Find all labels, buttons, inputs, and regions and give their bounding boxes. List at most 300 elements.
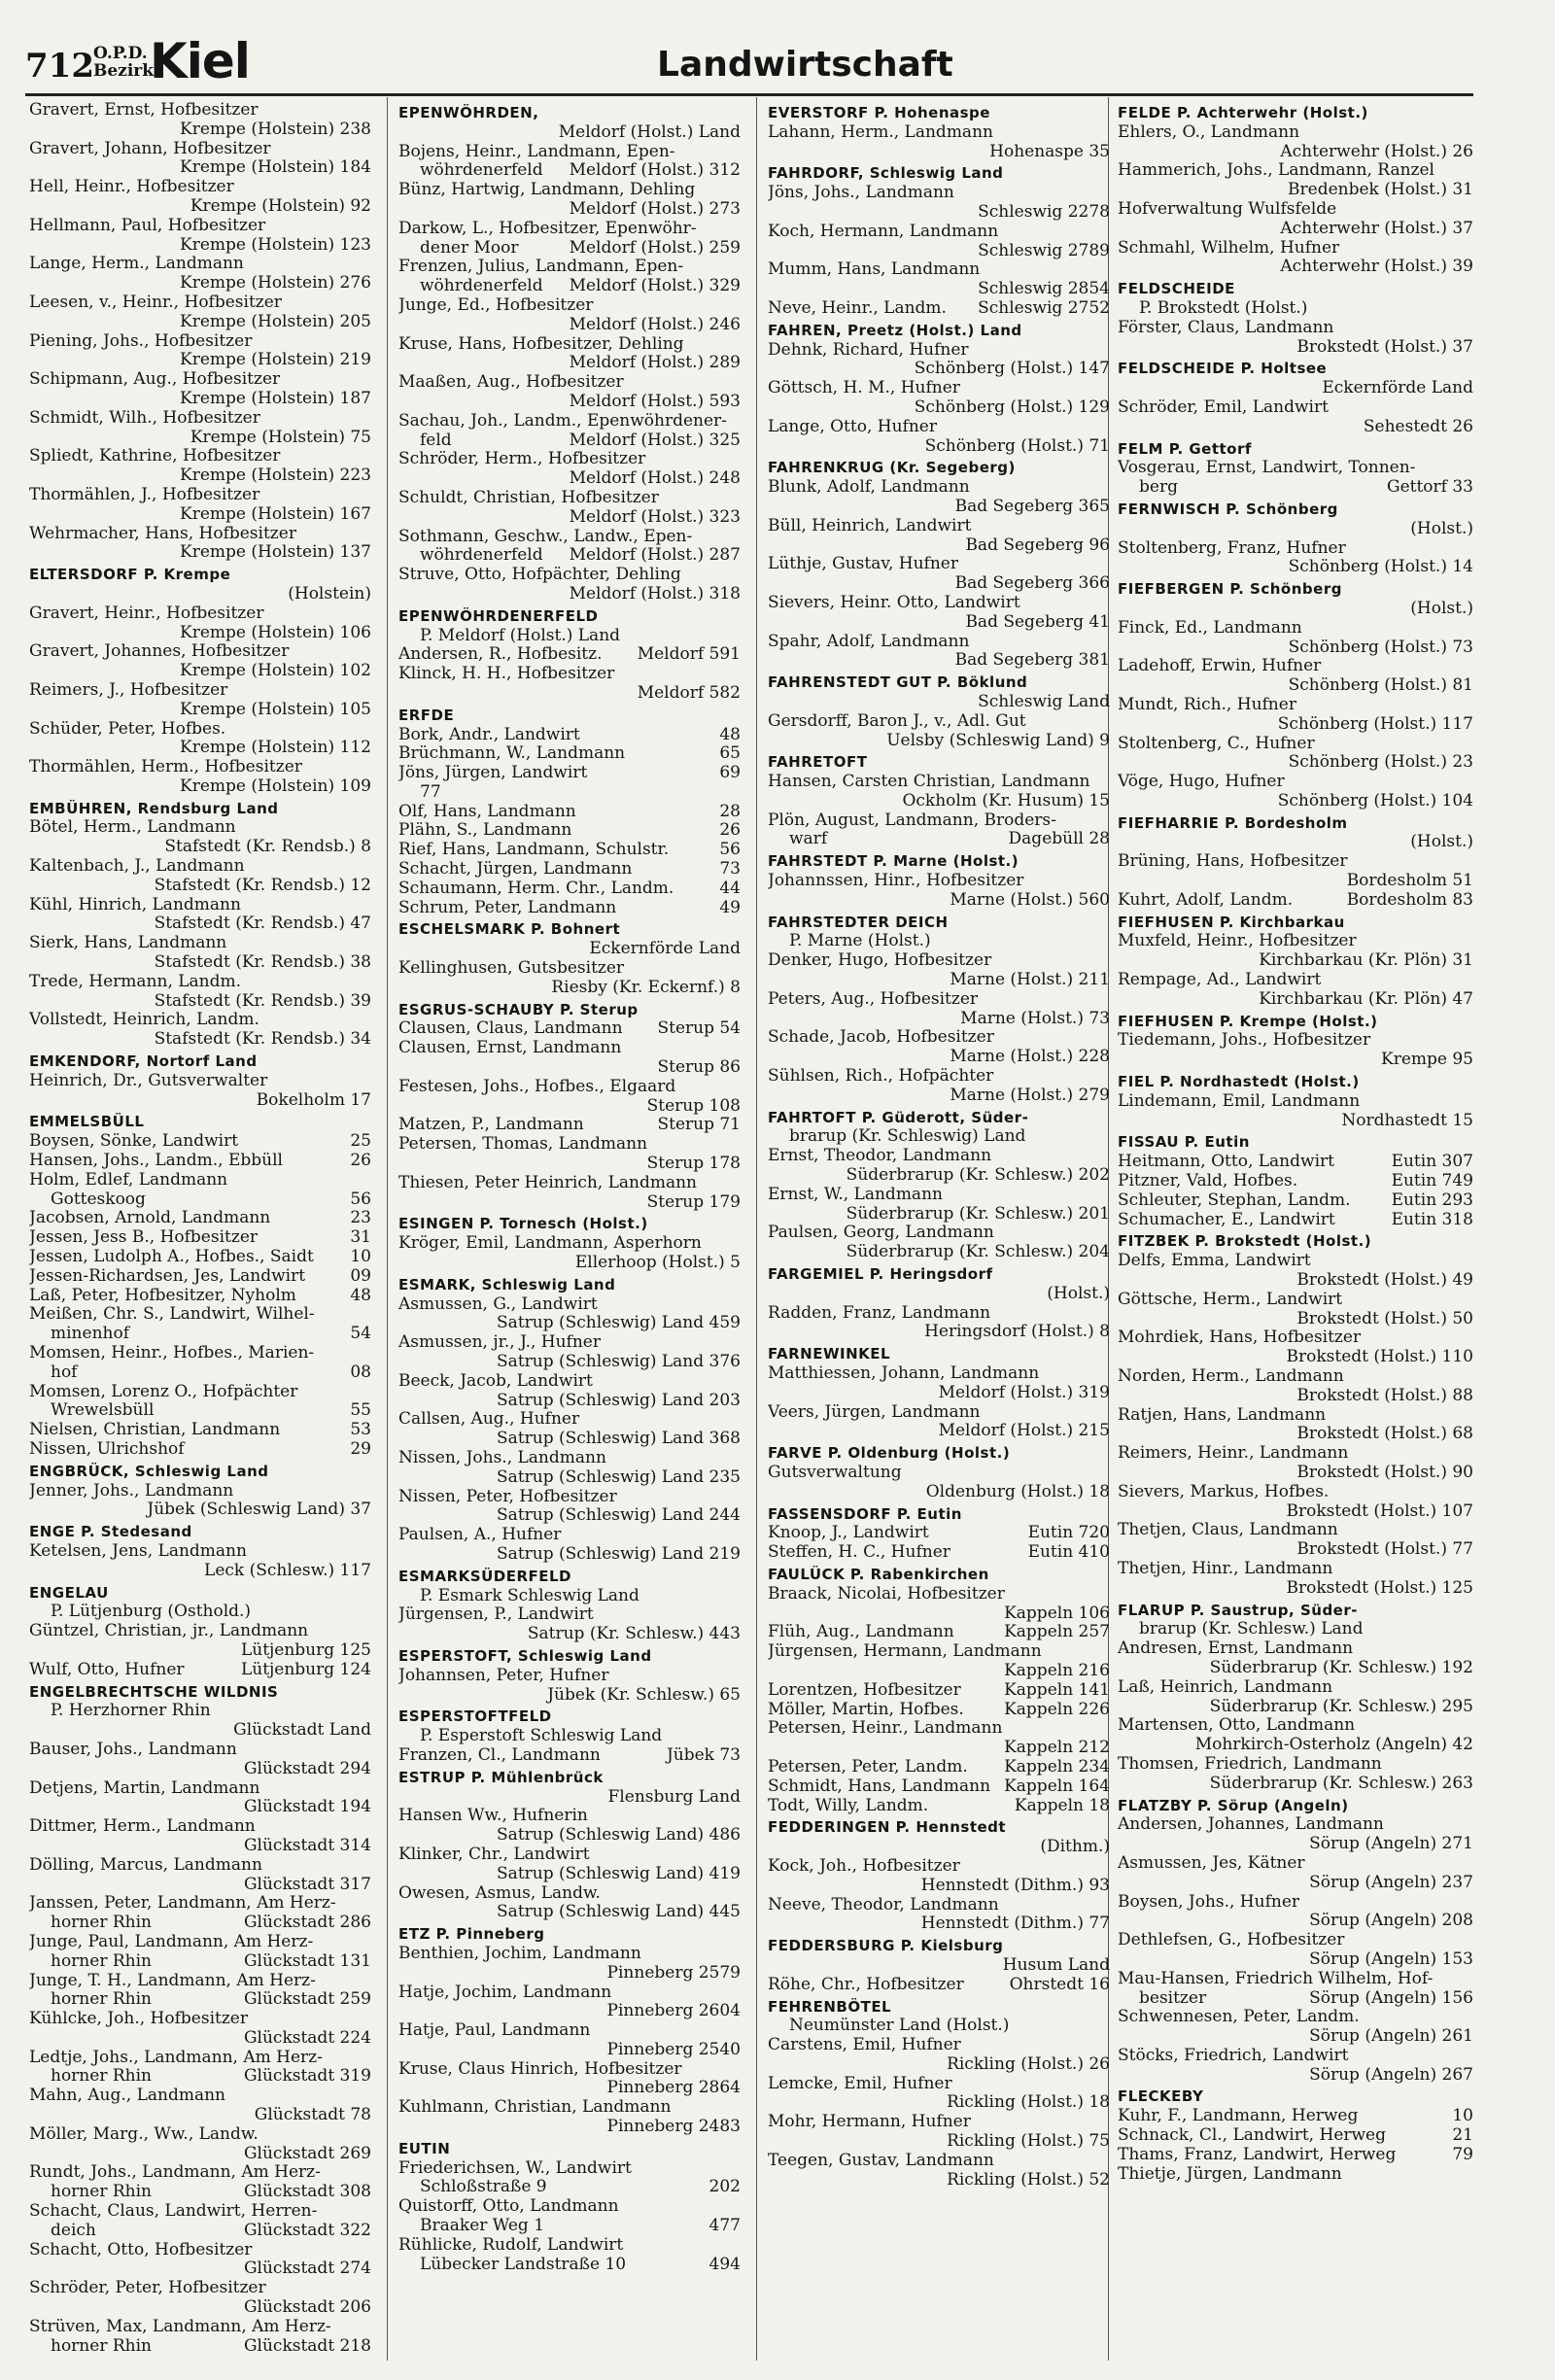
entry-line: Schönberg (Holst.) 81 bbox=[1288, 676, 1473, 696]
entry-line: Thomsen, Friedrich, Landmann bbox=[1118, 1754, 1382, 1774]
place-heading: ERFDE bbox=[398, 706, 455, 724]
entry-line: Wehrmacher, Hans, Hofbesitzer bbox=[29, 524, 296, 543]
entry-text: Lorentzen, Hofbesitzer bbox=[768, 1680, 961, 1700]
entry-text: wöhrdenerfeld bbox=[420, 161, 543, 181]
entry-line: Uelsby (Schleswig Land) 9 bbox=[886, 731, 1110, 750]
entry-line: Meldorf (Holst.) 593 bbox=[569, 392, 741, 411]
entry-line: Asmussen, G., Landwirt bbox=[398, 1294, 598, 1314]
entry-number: Glückstadt 308 bbox=[243, 2183, 371, 2202]
entry-line: Süderbrarup (Kr. Schlesw.) 192 bbox=[1209, 1658, 1473, 1677]
entry-line bbox=[1118, 2146, 1477, 2165]
entry-line: Bad Segeberg 381 bbox=[954, 651, 1110, 671]
entry-text: Jessen, Jess B., Hofbesitzer bbox=[29, 1228, 259, 1248]
entry-line bbox=[29, 1440, 375, 1460]
entry-number: Kappeln 18 bbox=[1014, 1796, 1110, 1815]
entry-text: Flüh, Aug., Landmann bbox=[768, 1623, 954, 1642]
entry-text: Braaker Weg 1 bbox=[420, 2217, 545, 2236]
entry-line: Mumm, Hans, Landmann bbox=[768, 260, 981, 280]
entry-line: Vöge, Hugo, Hufner bbox=[1118, 773, 1285, 792]
entry-number: 49 bbox=[719, 898, 741, 917]
entry-line: Delfs, Emma, Landwirt bbox=[1118, 1252, 1311, 1271]
entry-line: Piening, Johs., Hofbesitzer bbox=[29, 331, 253, 351]
place-heading: FIEL P. Nordhastedt (Holst.) bbox=[1118, 1073, 1360, 1091]
entry-line: Brüning, Hans, Hofbesitzer bbox=[1118, 852, 1348, 872]
entry-line: Stafstedt (Kr. Rendsb.) 12 bbox=[154, 876, 371, 895]
entry-line: Ernst, Theodor, Landmann bbox=[768, 1147, 992, 1166]
entry-line: Bojens, Heinr., Landmann, Epen- bbox=[398, 142, 675, 161]
entry-line: Schüder, Peter, Hofbes. bbox=[29, 719, 226, 739]
entry-line: Kühlcke, Joh., Hofbesitzer bbox=[29, 2010, 248, 2029]
entry-line bbox=[1118, 2126, 1477, 2146]
entry-line: Maaßen, Aug., Hofbesitzer bbox=[398, 373, 624, 393]
entry-line: Sörup (Angeln) 237 bbox=[1309, 1873, 1473, 1892]
entry-line: Brokstedt (Holst.) 68 bbox=[1296, 1425, 1473, 1444]
entry-line: Darkow, L., Hofbesitzer, Epenwöhr- bbox=[398, 219, 697, 238]
entry-line bbox=[29, 1401, 375, 1421]
entry-line: Schönberg (Holst.) 104 bbox=[1277, 791, 1473, 811]
entry-line: Schacht, Claus, Landwirt, Herren- bbox=[29, 2202, 318, 2222]
place-heading: FELM P. Gettorf bbox=[1118, 439, 1252, 458]
entry-line bbox=[1118, 1172, 1477, 1191]
entry-line: Gravert, Heinr., Hofbesitzer bbox=[29, 604, 264, 623]
entry-line: Krempe (Holstein) 112 bbox=[180, 739, 371, 758]
entry-line: Ockholm (Kr. Husum) 15 bbox=[902, 791, 1110, 811]
place-heading: FIEFHUSEN P. Kirchbarkau bbox=[1118, 913, 1345, 931]
entry-text: Jöns, Jürgen, Landwirt bbox=[398, 764, 588, 783]
entry-line: (Dithm.) bbox=[1040, 1838, 1110, 1857]
entry-line: Kirchbarkau (Kr. Plön) 47 bbox=[1259, 989, 1473, 1009]
entry-line: Glückstadt 78 bbox=[254, 2106, 371, 2125]
entry-number: 56 bbox=[719, 841, 741, 860]
entry-text: horner Rhin bbox=[51, 1990, 152, 2010]
entry-line: Sterup 178 bbox=[646, 1155, 741, 1174]
entry-line: Kock, Joh., Hofbesitzer bbox=[768, 1856, 960, 1876]
entry-line: Kirchbarkau (Kr. Plön) 31 bbox=[1259, 951, 1473, 971]
entry-line: Sachau, Joh., Landm., Epenwöhrdener- bbox=[398, 411, 727, 431]
entry-line: Glückstadt 274 bbox=[243, 2259, 371, 2279]
place-heading: FELDSCHEIDE P. Holtsee bbox=[1118, 360, 1328, 378]
entry-line bbox=[29, 2067, 375, 2087]
entry-line: Vosgerau, Ernst, Landwirt, Tonnen- bbox=[1118, 459, 1416, 478]
entry-line: Marne (Holst.) 211 bbox=[950, 971, 1110, 990]
entry-line bbox=[398, 803, 744, 822]
entry-text: Wulf, Otto, Hufner bbox=[29, 1660, 185, 1679]
entry-line: (Holstein) bbox=[288, 584, 371, 604]
entry-line: Rickling (Holst.) 18 bbox=[947, 2093, 1110, 2113]
entry-line bbox=[1118, 1153, 1477, 1172]
entry-text: horner Rhin bbox=[51, 2183, 152, 2202]
entry-line: Lahann, Herm., Landmann bbox=[768, 122, 993, 142]
entry-line: Momsen, Heinr., Hofbes., Marien- bbox=[29, 1344, 315, 1362]
bezirk-label: Bezirk bbox=[93, 61, 155, 81]
entry-line: Muxfeld, Heinr., Hofbesitzer bbox=[1118, 932, 1357, 951]
entry-line bbox=[398, 2178, 744, 2197]
entry-line: Thetjen, Hinr., Landmann bbox=[1118, 1559, 1333, 1578]
entry-line: Sühlsen, Rich., Hofpächter bbox=[768, 1067, 994, 1087]
entry-line: Krempe (Holstein) 205 bbox=[180, 312, 371, 331]
entry-line: Lemcke, Emil, Hufner bbox=[768, 2074, 952, 2093]
entry-line: Junge, Ed., Hofbesitzer bbox=[398, 295, 594, 315]
place-heading: FARGEMIEL P. Heringsdorf bbox=[768, 1265, 993, 1284]
place-heading: FIEFHUSEN P. Krempe (Holst.) bbox=[1118, 1012, 1378, 1030]
place-heading: FEHRENBÖTEL bbox=[768, 1997, 892, 2016]
entry-line: Satrup (Schleswig) Land 203 bbox=[497, 1391, 741, 1410]
entry-line bbox=[29, 1190, 375, 1210]
place-heading: FAULÜCK P. Rabenkirchen bbox=[768, 1565, 989, 1583]
column-2 bbox=[398, 101, 744, 2274]
place-heading: EUTIN bbox=[398, 2139, 451, 2157]
entry-line: Glückstadt 294 bbox=[243, 1759, 371, 1778]
place-heading: FISSAU P. Eutin bbox=[1118, 1133, 1250, 1152]
entry-text: Kuhr, F., Landmann, Herweg bbox=[1118, 2107, 1359, 2126]
entry-text: Olf, Hans, Landmann bbox=[398, 802, 576, 821]
entry-line: Stafstedt (Kr. Rendsb.) 34 bbox=[154, 1030, 371, 1050]
entry-line: Hatje, Jochim, Landmann bbox=[398, 1983, 612, 2002]
entry-text: Jessen-Richardsen, Jes, Landwirt bbox=[29, 1266, 306, 1286]
entry-line: Meldorf (Holst.) 323 bbox=[569, 507, 741, 527]
entry-line: Pinneberg 2604 bbox=[606, 2002, 741, 2021]
entry-number: 65 bbox=[719, 744, 741, 764]
entry-line: Satrup (Schleswig) Land 244 bbox=[497, 1506, 741, 1526]
place-heading: FLECKEBY bbox=[1118, 2087, 1204, 2106]
entry-number: 56 bbox=[350, 1190, 371, 1209]
entry-line: Vollstedt, Heinrich, Landm. bbox=[29, 1011, 259, 1030]
column-divider bbox=[387, 97, 388, 2361]
entry-line: Brokstedt (Holst.) 107 bbox=[1286, 1501, 1473, 1521]
entry-line: Schmidt, Wilh., Hofbesitzer bbox=[29, 408, 260, 428]
entry-line: Schönberg (Holst.) 117 bbox=[1277, 714, 1473, 734]
place-heading: FIEFBERGEN P. Schönberg bbox=[1118, 580, 1342, 599]
entry-line: Ladehoff, Erwin, Hufner bbox=[1118, 657, 1322, 676]
entry-line: Schuldt, Christian, Hofbesitzer bbox=[398, 488, 659, 507]
entry-line: Janssen, Peter, Landmann, Am Herz- bbox=[29, 1894, 336, 1914]
entry-line: Göttsch, H. M., Hufner bbox=[768, 379, 960, 398]
entry-line: Sörup (Angeln) 208 bbox=[1309, 1912, 1473, 1931]
entry-line: Schwennesen, Peter, Landm. bbox=[1118, 2008, 1360, 2027]
entry-text: Neve, Heinr., Landm. bbox=[768, 298, 947, 318]
entry-line: Marne (Holst.) 279 bbox=[950, 1086, 1110, 1105]
place-heading: ELTERSDORF P. Krempe bbox=[29, 566, 231, 584]
entry-line: Schmahl, Wilhelm, Hufner bbox=[1118, 238, 1340, 258]
place-heading: EPENWÖHRDEN, bbox=[398, 104, 539, 121]
entry-line: Dittmer, Herm., Landmann bbox=[29, 1817, 256, 1837]
entry-line bbox=[29, 1325, 375, 1344]
entry-line: 77 bbox=[420, 782, 441, 802]
entry-line: Hellmann, Paul, Hofbesitzer bbox=[29, 216, 266, 235]
entry-line: Kappeln 212 bbox=[1004, 1739, 1110, 1758]
entry-line: Sievers, Markus, Hofbes. bbox=[1118, 1482, 1330, 1501]
entry-line: Meldorf (Holst.) Land bbox=[558, 122, 741, 142]
entry-line: Meldorf (Holst.) 215 bbox=[938, 1422, 1110, 1441]
place-heading: FELDE P. Achterwehr (Holst.) bbox=[1118, 104, 1368, 121]
entry-line bbox=[398, 821, 744, 841]
entry-line: (Holst.) bbox=[1410, 599, 1473, 618]
entry-line: P. Brokstedt (Holst.) bbox=[1139, 298, 1308, 318]
entry-text: Schloßstraße 9 bbox=[420, 2178, 547, 2197]
place-heading: ESMARKSÜDERFELD bbox=[398, 1567, 571, 1585]
entry-line: Kappeln 106 bbox=[1004, 1604, 1110, 1623]
entry-line: Tiedemann, Johs., Hofbesitzer bbox=[1118, 1031, 1371, 1051]
entry-number: Eutin 307 bbox=[1391, 1153, 1473, 1172]
entry-line: Glückstadt 269 bbox=[243, 2144, 371, 2163]
entry-line: Schipmann, Aug., Hofbesitzer bbox=[29, 370, 281, 390]
entry-text: Bork, Andr., Landwirt bbox=[398, 725, 580, 744]
entry-text: Boysen, Sönke, Landwirt bbox=[29, 1132, 239, 1152]
entry-line bbox=[29, 1990, 375, 2010]
entry-number: Sörup (Angeln) 156 bbox=[1309, 1988, 1473, 2008]
entry-line: brarup (Kr. Schleswig) Land bbox=[789, 1127, 1026, 1147]
entry-number: Kappeln 141 bbox=[1004, 1680, 1110, 1700]
place-heading: FERNWISCH P. Schönberg bbox=[1118, 500, 1338, 518]
entry-line: Schacht, Otto, Hofbesitzer bbox=[29, 2240, 253, 2259]
entry-line: Brokstedt (Holst.) 110 bbox=[1286, 1348, 1473, 1367]
entry-line: Andresen, Ernst, Landmann bbox=[1118, 1639, 1354, 1659]
entry-line: Marne (Holst.) 228 bbox=[950, 1048, 1110, 1067]
entry-text: Laß, Peter, Hofbesitzer, Nyholm bbox=[29, 1286, 296, 1305]
entry-line bbox=[1118, 478, 1477, 498]
entry-line: Stafstedt (Kr. Rendsb.) 39 bbox=[154, 991, 371, 1011]
entry-line: Junge, T. H., Landmann, Am Herz- bbox=[29, 1971, 316, 1990]
entry-line: Schleswig 2854 bbox=[978, 280, 1110, 299]
entry-line: Bad Segeberg 41 bbox=[965, 612, 1110, 632]
entry-line: Sehestedt 26 bbox=[1363, 417, 1473, 436]
postal-district-label bbox=[93, 45, 154, 80]
entry-line: Krempe (Holstein) 187 bbox=[180, 389, 371, 408]
entry-line: Jürgensen, P., Landwirt bbox=[398, 1605, 594, 1625]
entry-line: Krempe (Holstein) 223 bbox=[180, 466, 371, 486]
place-heading: EMKENDORF, Nortorf Land bbox=[29, 1052, 258, 1071]
entry-number: Kappeln 164 bbox=[1004, 1776, 1110, 1796]
entry-line bbox=[398, 841, 744, 860]
entry-line: Koch, Hermann, Landmann bbox=[768, 222, 999, 241]
entry-line: Martensen, Otto, Landmann bbox=[1118, 1716, 1356, 1736]
entry-line bbox=[398, 546, 744, 566]
entry-text: wöhrdenerfeld bbox=[420, 546, 543, 566]
entry-line: Sterup 86 bbox=[657, 1058, 741, 1078]
entry-line: Schleswig Land bbox=[978, 692, 1110, 711]
entry-line: Carstens, Emil, Hufner bbox=[768, 2036, 961, 2055]
entry-line: Glückstadt 206 bbox=[243, 2298, 371, 2318]
entry-line: Schleswig 2789 bbox=[978, 241, 1110, 260]
entry-line: Bokelholm 17 bbox=[256, 1090, 371, 1110]
entry-line: Meldorf (Holst.) 273 bbox=[569, 199, 741, 219]
entry-line: Ketelsen, Jens, Landmann bbox=[29, 1541, 247, 1561]
entry-line: Brokstedt (Holst.) 37 bbox=[1296, 337, 1473, 357]
place-heading: FELDSCHEIDE bbox=[1118, 280, 1235, 298]
entry-line bbox=[29, 1421, 375, 1440]
entry-line: Achterwehr (Holst.) 26 bbox=[1280, 142, 1473, 161]
entry-line: Ernst, W., Landmann bbox=[768, 1185, 943, 1204]
entry-line: Spahr, Adolf, Landmann bbox=[768, 632, 970, 651]
entry-line: Satrup (Schleswig Land) 486 bbox=[497, 1826, 741, 1845]
entry-line: Mohrkirch-Osterholz (Angeln) 42 bbox=[1194, 1736, 1473, 1755]
entry-line: Gravert, Johannes, Hofbesitzer bbox=[29, 642, 290, 662]
entry-text: Wrewelsbüll bbox=[51, 1401, 155, 1421]
entry-line: Struve, Otto, Hofpächter, Dehling bbox=[398, 566, 681, 585]
entry-line: Ratjen, Hans, Landmann bbox=[1118, 1405, 1327, 1425]
entry-text: minenhof bbox=[51, 1325, 129, 1344]
entry-text: Schrum, Peter, Landmann bbox=[398, 898, 617, 917]
entry-line: Klinker, Chr., Landwirt bbox=[398, 1845, 590, 1864]
entry-number: 69 bbox=[719, 764, 741, 783]
entry-line: Mohr, Hermann, Hufner bbox=[768, 2113, 971, 2132]
entry-line: Detjens, Martin, Landmann bbox=[29, 1778, 260, 1798]
entry-text: Schacht, Jürgen, Landmann bbox=[398, 860, 633, 880]
entry-text: Kuhrt, Adolf, Landm. bbox=[1118, 890, 1294, 910]
entry-number: Meldorf 591 bbox=[637, 645, 741, 665]
entry-line bbox=[398, 1116, 744, 1135]
entry-line bbox=[398, 431, 744, 451]
entry-line: Kaltenbach, J., Landmann bbox=[29, 857, 245, 877]
column-divider bbox=[756, 97, 757, 2361]
entry-line: Mahn, Aug., Landmann bbox=[29, 2087, 225, 2106]
entry-line: Satrup (Schleswig) Land 235 bbox=[497, 1467, 741, 1487]
place-heading: ETZ P. Pinneberg bbox=[398, 1925, 545, 1944]
entry-line: Hammerich, Johs., Landmann, Ranzel bbox=[1118, 161, 1434, 181]
entry-number: Lütjenburg 124 bbox=[240, 1660, 371, 1679]
entry-text: Möller, Martin, Hofbes. bbox=[768, 1700, 964, 1719]
entry-text: horner Rhin bbox=[51, 2336, 152, 2356]
entry-line: Schönberg (Holst.) 147 bbox=[914, 360, 1110, 379]
entry-line: Kuhlmann, Christian, Landmann bbox=[398, 2098, 672, 2118]
entry-line bbox=[768, 1681, 1114, 1701]
entry-line: Schade, Jacob, Hofbesitzer bbox=[768, 1028, 994, 1048]
entry-line: Krempe (Holstein) 276 bbox=[180, 274, 371, 293]
place-heading: ESMARK, Schleswig Land bbox=[398, 1275, 616, 1293]
entry-line: Matthiessen, Johann, Landmann bbox=[768, 1364, 1040, 1383]
entry-number: Meldorf (Holst.) 329 bbox=[569, 277, 741, 296]
entry-line: Glückstadt 194 bbox=[243, 1798, 371, 1817]
entry-line: Lindemann, Emil, Landmann bbox=[1118, 1091, 1361, 1111]
entry-line bbox=[29, 1248, 375, 1267]
place-heading: FAHRETOFT bbox=[768, 753, 868, 772]
entry-text: Jacobsen, Arnold, Landmann bbox=[29, 1209, 271, 1228]
entry-line: Paulsen, A., Hufner bbox=[398, 1526, 562, 1545]
entry-number: Glückstadt 259 bbox=[243, 1990, 371, 2010]
entry-number: 29 bbox=[350, 1439, 371, 1459]
entry-line: Stöcks, Friedrich, Landwirt bbox=[1118, 2046, 1349, 2065]
entry-line: Eckernförde Land bbox=[589, 940, 741, 959]
entry-text: Steffen, H. C., Hufner bbox=[768, 1543, 950, 1563]
entry-line: Paulsen, Georg, Landmann bbox=[768, 1224, 994, 1243]
entry-line: Kühl, Hinrich, Landmann bbox=[29, 895, 241, 914]
entry-line: Pinneberg 2579 bbox=[606, 1963, 741, 1983]
entry-number: Meldorf (Holst.) 259 bbox=[569, 238, 741, 258]
entry-line bbox=[29, 2337, 375, 2357]
entry-line: Meißen, Chr. S., Landwirt, Wilhel- bbox=[29, 1305, 315, 1325]
entry-line: Satrup (Schleswig Land) 419 bbox=[497, 1864, 741, 1883]
entry-line: Gravert, Ernst, Hofbesitzer bbox=[29, 101, 259, 120]
entry-line: Hofverwaltung Wulfsfelde bbox=[1118, 199, 1337, 219]
entry-text: Heitmann, Otto, Landwirt bbox=[1118, 1153, 1334, 1172]
entry-line bbox=[1118, 1191, 1477, 1211]
place-heading: ENGELAU bbox=[29, 1583, 109, 1602]
entry-line: Krempe (Holstein) 123 bbox=[180, 235, 371, 255]
entry-line: P. Esmark Schleswig Land bbox=[420, 1586, 639, 1605]
entry-line: Kröger, Emil, Landmann, Asperhorn bbox=[398, 1234, 702, 1254]
entry-line: Leck (Schlesw.) 117 bbox=[204, 1561, 371, 1580]
entry-line: Hell, Heinr., Hofbesitzer bbox=[29, 178, 234, 197]
entry-line bbox=[1118, 891, 1477, 911]
entry-line: Förster, Claus, Landmann bbox=[1118, 318, 1334, 337]
entry-line: Callsen, Aug., Hufner bbox=[398, 1410, 580, 1430]
entry-line: P. Herzhorner Rhin bbox=[51, 1702, 211, 1721]
entry-line: Sörup (Angeln) 267 bbox=[1309, 2065, 1473, 2085]
entry-line: Neeve, Theodor, Landmann bbox=[768, 1895, 999, 1914]
entry-line: Hansen Ww., Hufnerin bbox=[398, 1807, 588, 1826]
entry-line: Bünz, Hartwig, Landmann, Dehling bbox=[398, 181, 696, 200]
entry-number: Sterup 71 bbox=[657, 1116, 741, 1135]
entry-line: Bredenbek (Holst.) 31 bbox=[1288, 181, 1473, 200]
entry-line bbox=[768, 1797, 1114, 1816]
entry-text: Röhe, Chr., Hofbesitzer bbox=[768, 1975, 964, 1994]
entry-line: Kruse, Hans, Hofbesitzer, Dehling bbox=[398, 334, 684, 354]
entry-line: Stafstedt (Kr. Rendsb.) 38 bbox=[154, 953, 371, 973]
entry-text: Schleuter, Stephan, Landm. bbox=[1118, 1190, 1351, 1210]
entry-line: Satrup (Schleswig) Land 368 bbox=[497, 1430, 741, 1449]
entry-number: 23 bbox=[350, 1209, 371, 1228]
entry-line: Sterup 179 bbox=[646, 1192, 741, 1212]
entry-number: 28 bbox=[719, 802, 741, 821]
entry-line: Krempe (Holstein) 184 bbox=[180, 158, 371, 178]
entry-line: Gersdorff, Baron J., v., Adl. Gut bbox=[768, 711, 1026, 731]
entry-number: 10 bbox=[350, 1248, 371, 1267]
entry-line: Krempe (Holstein) 238 bbox=[180, 120, 371, 139]
entry-line: Ehlers, O., Landmann bbox=[1118, 122, 1300, 142]
entry-text: feld bbox=[420, 431, 452, 450]
entry-number: Sterup 54 bbox=[657, 1019, 741, 1039]
entry-line: Meldorf (Holst.) 319 bbox=[938, 1383, 1110, 1402]
entry-line: Brokstedt (Holst.) 50 bbox=[1296, 1309, 1473, 1328]
entry-number: Kappeln 234 bbox=[1004, 1757, 1110, 1776]
place-heading: FASSENSDORF P. Eutin bbox=[768, 1504, 962, 1523]
entry-number: 494 bbox=[708, 2255, 741, 2274]
entry-line bbox=[768, 830, 1114, 849]
entry-number: 26 bbox=[350, 1152, 371, 1171]
entry-line: (Holst.) bbox=[1410, 833, 1473, 852]
entry-line bbox=[29, 1267, 375, 1287]
entry-line bbox=[768, 1543, 1114, 1563]
place-heading: FAHRENSTEDT GUT P. Böklund bbox=[768, 673, 1028, 692]
place-heading: FAHRSTEDTER DEICH bbox=[768, 913, 949, 931]
entry-line: Eckernförde Land bbox=[1322, 379, 1473, 398]
entry-number: Eutin 318 bbox=[1391, 1210, 1473, 1229]
entry-line: Kruse, Claus Hinrich, Hofbesitzer bbox=[398, 2059, 682, 2079]
entry-line: Dethlefsen, G., Hofbesitzer bbox=[1118, 1931, 1345, 1950]
entry-text: Thams, Franz, Landwirt, Herweg bbox=[1118, 2145, 1397, 2164]
place-heading: FLATZBY P. Sörup (Angeln) bbox=[1118, 1796, 1349, 1814]
entry-line: Bötel, Herm., Landmann bbox=[29, 818, 236, 838]
entry-line: Pinneberg 2540 bbox=[606, 2040, 741, 2059]
entry-line: Stoltenberg, Franz, Hufner bbox=[1118, 538, 1346, 558]
entry-number: 31 bbox=[350, 1228, 371, 1248]
entry-line: Jöns, Johs., Landmann bbox=[768, 184, 954, 203]
entry-line bbox=[768, 1976, 1114, 1995]
entry-line: Lange, Otto, Hufner bbox=[768, 417, 937, 436]
entry-line bbox=[29, 1287, 375, 1306]
entry-number: Eutin 293 bbox=[1391, 1190, 1473, 1210]
entry-line: Krempe (Holstein) 109 bbox=[180, 776, 371, 796]
district-city: Kiel bbox=[150, 33, 250, 89]
entry-line: Jübek (Schleswig Land) 37 bbox=[147, 1500, 371, 1520]
entry-line bbox=[768, 1777, 1114, 1797]
entry-line: Schröder, Emil, Landwirt bbox=[1118, 397, 1329, 417]
entry-line: P. Marne (Holst.) bbox=[789, 932, 931, 951]
entry-line: Krempe (Holstein) 219 bbox=[180, 351, 371, 370]
entry-line: Brokstedt (Holst.) 125 bbox=[1286, 1578, 1473, 1598]
entry-line: Momsen, Lorenz O., Hofpächter bbox=[29, 1382, 298, 1401]
entry-text: horner Rhin bbox=[51, 2067, 152, 2087]
